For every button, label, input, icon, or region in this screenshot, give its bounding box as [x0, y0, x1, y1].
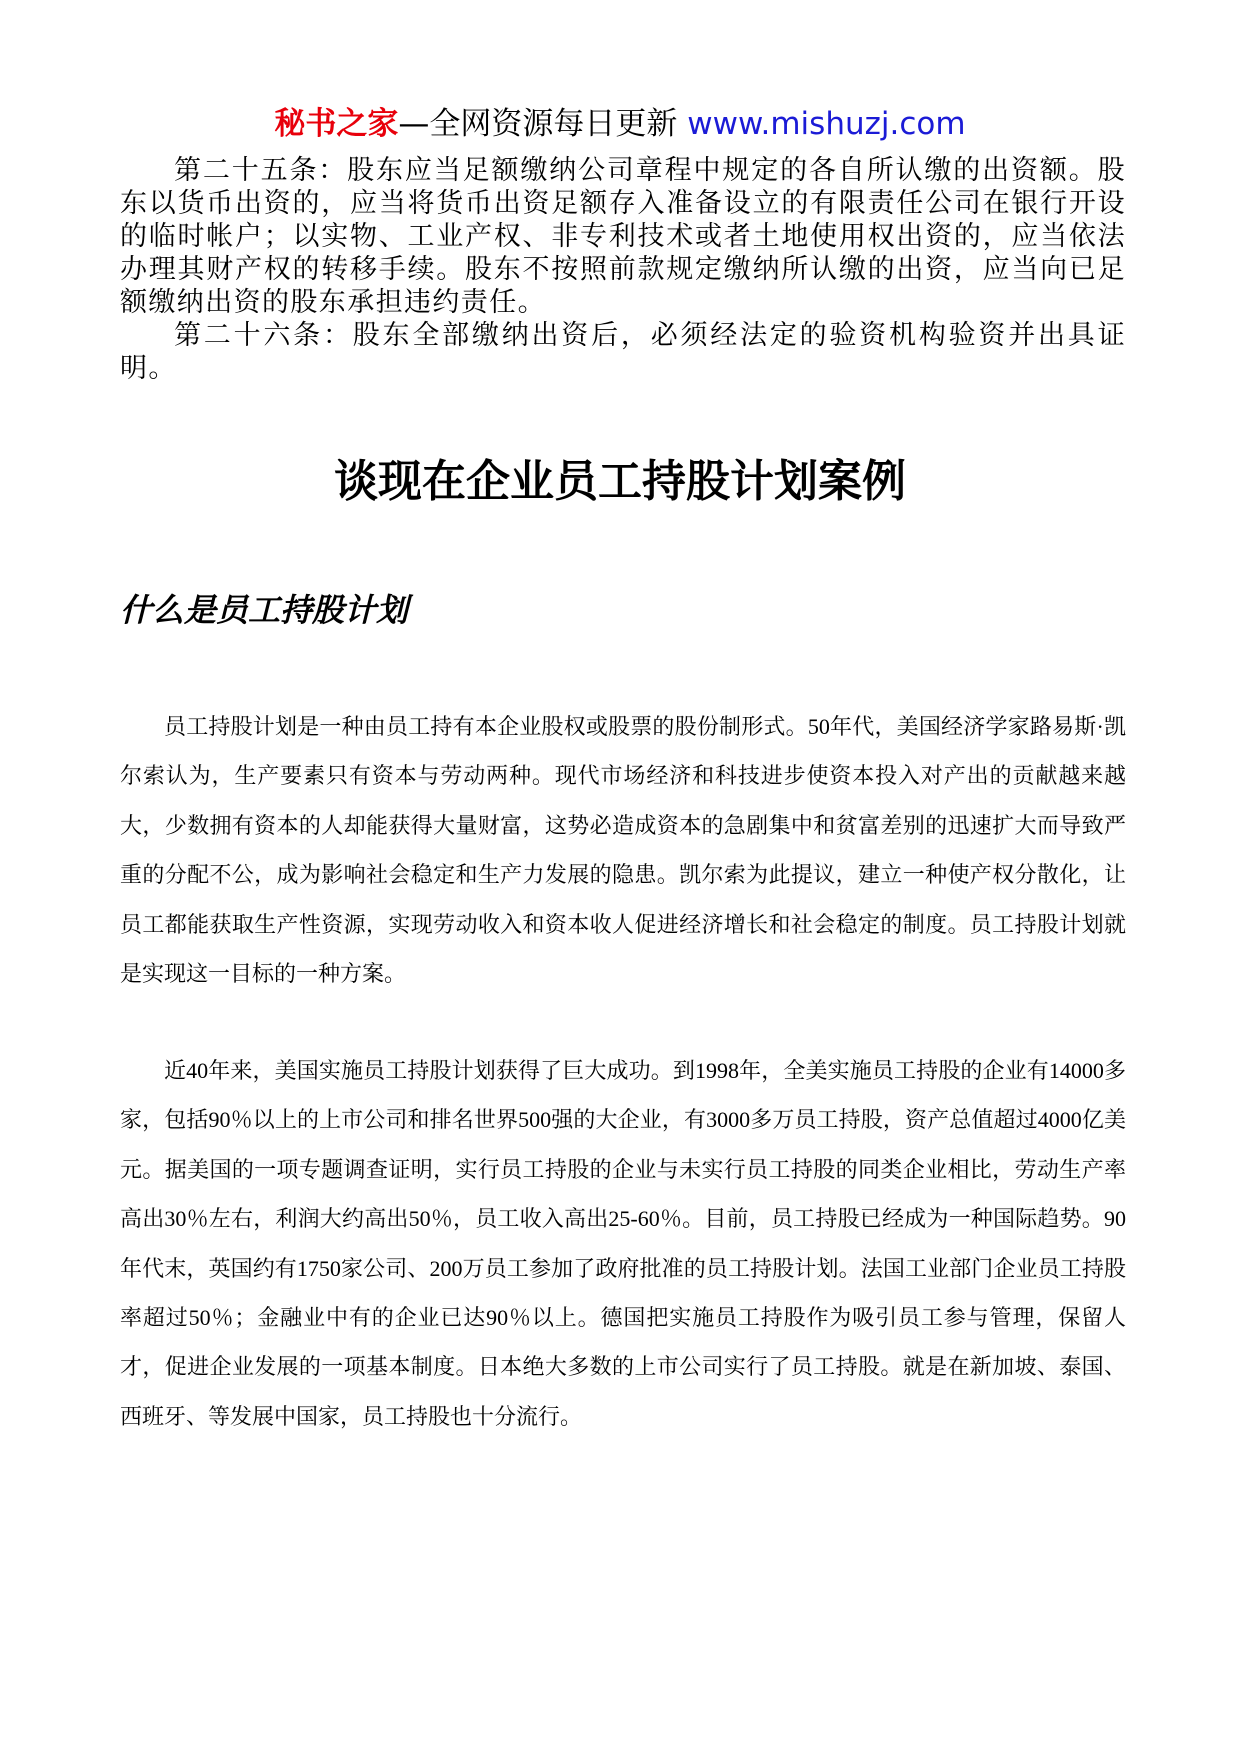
banner-brand: 秘书之家	[274, 106, 399, 142]
section-heading: 什么是员工持股计划	[120, 591, 409, 629]
statute-articles	[120, 154, 1126, 385]
document-title: 谈现在企业员工持股计划案例	[334, 456, 906, 507]
article-26: 第二十六条：股东全部缴纳出资后，必须经法定的验资机构验资并出具证明。	[120, 320, 1126, 384]
header-banner	[0, 104, 1240, 144]
banner-url-link[interactable]: www.mishuzj.com	[687, 106, 966, 142]
banner-slogan: —全网资源每日更新	[398, 106, 678, 142]
article-25: 第二十五条：股东应当足额缴纳公司章程中规定的各自所认缴的出资额。股东以货币出资的，应当将货币出资足额存入准备设立的有限责任公司在银行开设的临时帐户；以实物、工业产权、非专利技术或者土地使用权出资的，应当依法办理其财产权的转移手续。股东不按照前款规定缴纳所认缴的出资，应当向已足额缴纳出资的股东承担违约责任。	[120, 155, 1126, 318]
body-paragraph-1: 员工持股计划是一种由员工持有本企业股权或股票的股份制形式。50年代，美国经济学家路易斯·凯尔索认为，生产要素只有资本与劳动两种。现代市场经济和科技进步使资本投入对产出的贡献越来越大，少数拥有资本的人却能获得大量财富，这势必造成资本的急剧集中和贫富差别的迅速扩大而导致严重的分配不公，成为影响社会稳定和生产力发展的隐患。凯尔索为此提议，建立一种使产权分散化，让员工都能获取生产性资源，实现劳动收入和资本收人促进经济增长和社会稳定的制度。员工持股计划就是实现这一目标的一种方案。	[120, 714, 1126, 987]
body-paragraph-2: 近40年来，美国实施员工持股计划获得了巨大成功。到1998年，全美实施员工持股的企业有14000多家，包括90％以上的上市公司和排名世界500强的大企业，有3000多万员工持股，资产总值超过4000亿美元。据美国的一项专题调查证明，实行员工持股的企业与未实行员工持股的同类企业相比，劳动生产率高出30％左右，利润大约高出50％，员工收入高出25-60％。目前，员工持股已经成为一种国际趋势。90年代末，英国约有1750家公司、200万员工参加了政府批准的员工持股计划。法国工业部门企业员工持股率超过50％；金融业中有的企业已达90％以上。德国把实施员工持股作为吸引员工参与管理，保留人才，促进企业发展的一项基本制度。日本绝大多数的上市公司实行了员工持股。就是在新加坡、泰国、西班牙、等发展中国家，员工持股也十分流行。	[120, 1058, 1126, 1429]
